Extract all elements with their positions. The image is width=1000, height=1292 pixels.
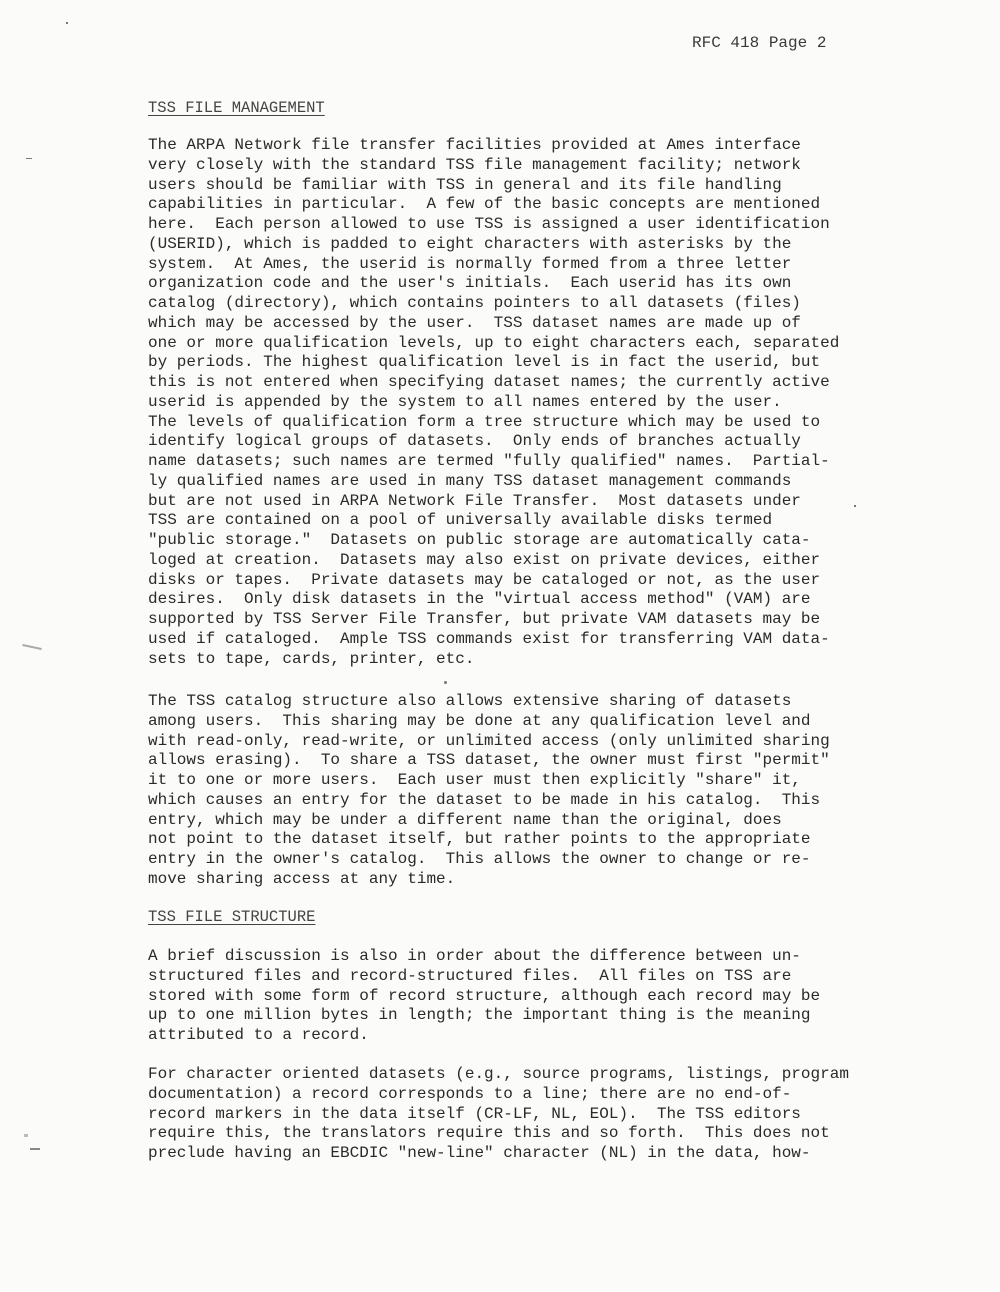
text-line: it to one or more users. Each user must then explicitly "share" it, xyxy=(148,771,801,789)
text-line: attributed to a record. xyxy=(148,1026,369,1044)
text-line: entry, which may be under a different name than the original, does xyxy=(148,810,782,829)
text-line: A brief discussion is also in order about the difference between un- xyxy=(148,947,801,965)
text-line: but are not used in ARPA Network File Transfer. Most datasets under xyxy=(148,491,801,510)
text-line: with read-only, read-write, or unlimited access (only unlimited sharing xyxy=(148,731,830,750)
text-line: by periods. The highest qualification level is in fact the userid, but xyxy=(148,353,821,372)
section-heading-file-structure: TSS FILE STRUCTURE xyxy=(148,908,316,926)
text-line: here. Each person allowed to use TSS is assigned a user identification xyxy=(148,215,830,233)
text-line: entry in the owner's catalog. This allows the owner to change or re- xyxy=(148,850,811,868)
text-line: which may be accessed by the user. TSS dataset names are made up of xyxy=(148,313,801,332)
text-line: users should be familiar with TSS in general and its file handling xyxy=(148,175,782,194)
page-header: RFC 418 Page 2 xyxy=(692,34,827,52)
text-line: which causes an entry for the dataset to be made in his catalog. This xyxy=(148,790,821,809)
text-line: "public storage." Datasets on public storage are automatically cata- xyxy=(148,531,811,549)
text-line: supported by TSS Server File Transfer, but private VAM datasets may be xyxy=(148,610,821,628)
text-line: loged at creation. Datasets may also exist on private devices, either xyxy=(148,550,821,569)
scan-speck xyxy=(854,505,856,507)
text-line: allows erasing). To share a TSS dataset, the owner must first "permit" xyxy=(148,751,830,770)
scan-speck xyxy=(444,681,447,684)
text-line: system. At Ames, the userid is normally formed from a three letter xyxy=(148,254,792,273)
paragraph xyxy=(148,1065,888,1164)
text-line: identify logical groups of datasets. Only ends of branches actually xyxy=(148,432,801,451)
paragraph xyxy=(148,692,888,890)
text-line: disks or tapes. Private datasets may be cataloged or not, as the user xyxy=(148,570,821,589)
text-line: TSS are contained on a pool of universally available disks termed xyxy=(148,511,773,530)
scan-speck xyxy=(66,22,68,24)
text-line: move sharing access at any time. xyxy=(148,869,456,888)
text-line: For character oriented datasets (e.g., source programs, listings, program xyxy=(148,1065,849,1083)
text-line: used if cataloged. Ample TSS commands exist for transferring VAM data- xyxy=(148,629,830,648)
text-line: name datasets; such names are termed "fully qualified" names. Partial- xyxy=(148,452,830,470)
text-line: among users. This sharing may be done at any qualification level and xyxy=(148,711,811,730)
text-line: userid is appended by the system to all names entered by the user. xyxy=(148,392,782,411)
text-line: desires. Only disk datasets in the "virtual access method" (VAM) are xyxy=(148,590,811,609)
text-line: The ARPA Network file transfer facilities provided at Ames interface xyxy=(148,136,801,154)
text-line: The TSS catalog structure also allows extensive sharing of datasets xyxy=(148,692,792,710)
text-line: The levels of qualification form a tree structure which may be used to xyxy=(148,412,821,431)
text-line: record markers in the data itself (CR-LF, NL, EOL). The TSS editors xyxy=(148,1104,801,1123)
text-line: require this, the translators require this and so forth. This does not xyxy=(148,1124,830,1143)
binder-mark xyxy=(24,1134,28,1137)
text-line: this is not entered when specifying dataset names; the currently active xyxy=(148,373,830,391)
text-line: up to one million bytes in length; the important thing is the meaning xyxy=(148,1006,811,1025)
text-line: not point to the dataset itself, but rather points to the appropriate xyxy=(148,830,811,849)
binder-mark xyxy=(30,1148,40,1150)
text-line: preclude having an EBCDIC "new-line" character (NL) in the data, how- xyxy=(148,1144,811,1162)
text-line: sets to tape, cards, printer, etc. xyxy=(148,649,475,668)
text-line: stored with some form of record structure, although each record may be xyxy=(148,986,821,1005)
text-line: capabilities in particular. A few of the basic concepts are mentioned xyxy=(148,195,821,214)
text-line: very closely with the standard TSS file management facility; network xyxy=(148,155,801,174)
text-line: structured files and record-structured files. All files on TSS are xyxy=(148,966,792,985)
text-line: ly qualified names are used in many TSS dataset management commands xyxy=(148,471,792,490)
binder-mark xyxy=(22,644,42,650)
text-line: organization code and the user's initials. Each userid has its own xyxy=(148,274,792,293)
paragraph xyxy=(148,947,888,1046)
text-line: one or more qualification levels, up to eight characters each, separated xyxy=(148,333,840,352)
text-line: catalog (directory), which contains pointers to all datasets (files) xyxy=(148,294,801,312)
paragraph xyxy=(148,136,888,669)
section-heading-file-management: TSS FILE MANAGEMENT xyxy=(148,99,325,117)
scan-speck xyxy=(26,158,32,159)
text-line: (USERID), which is padded to eight characters with asterisks by the xyxy=(148,234,792,253)
text-line: documentation) a record corresponds to a line; there are no end-of- xyxy=(148,1084,792,1103)
